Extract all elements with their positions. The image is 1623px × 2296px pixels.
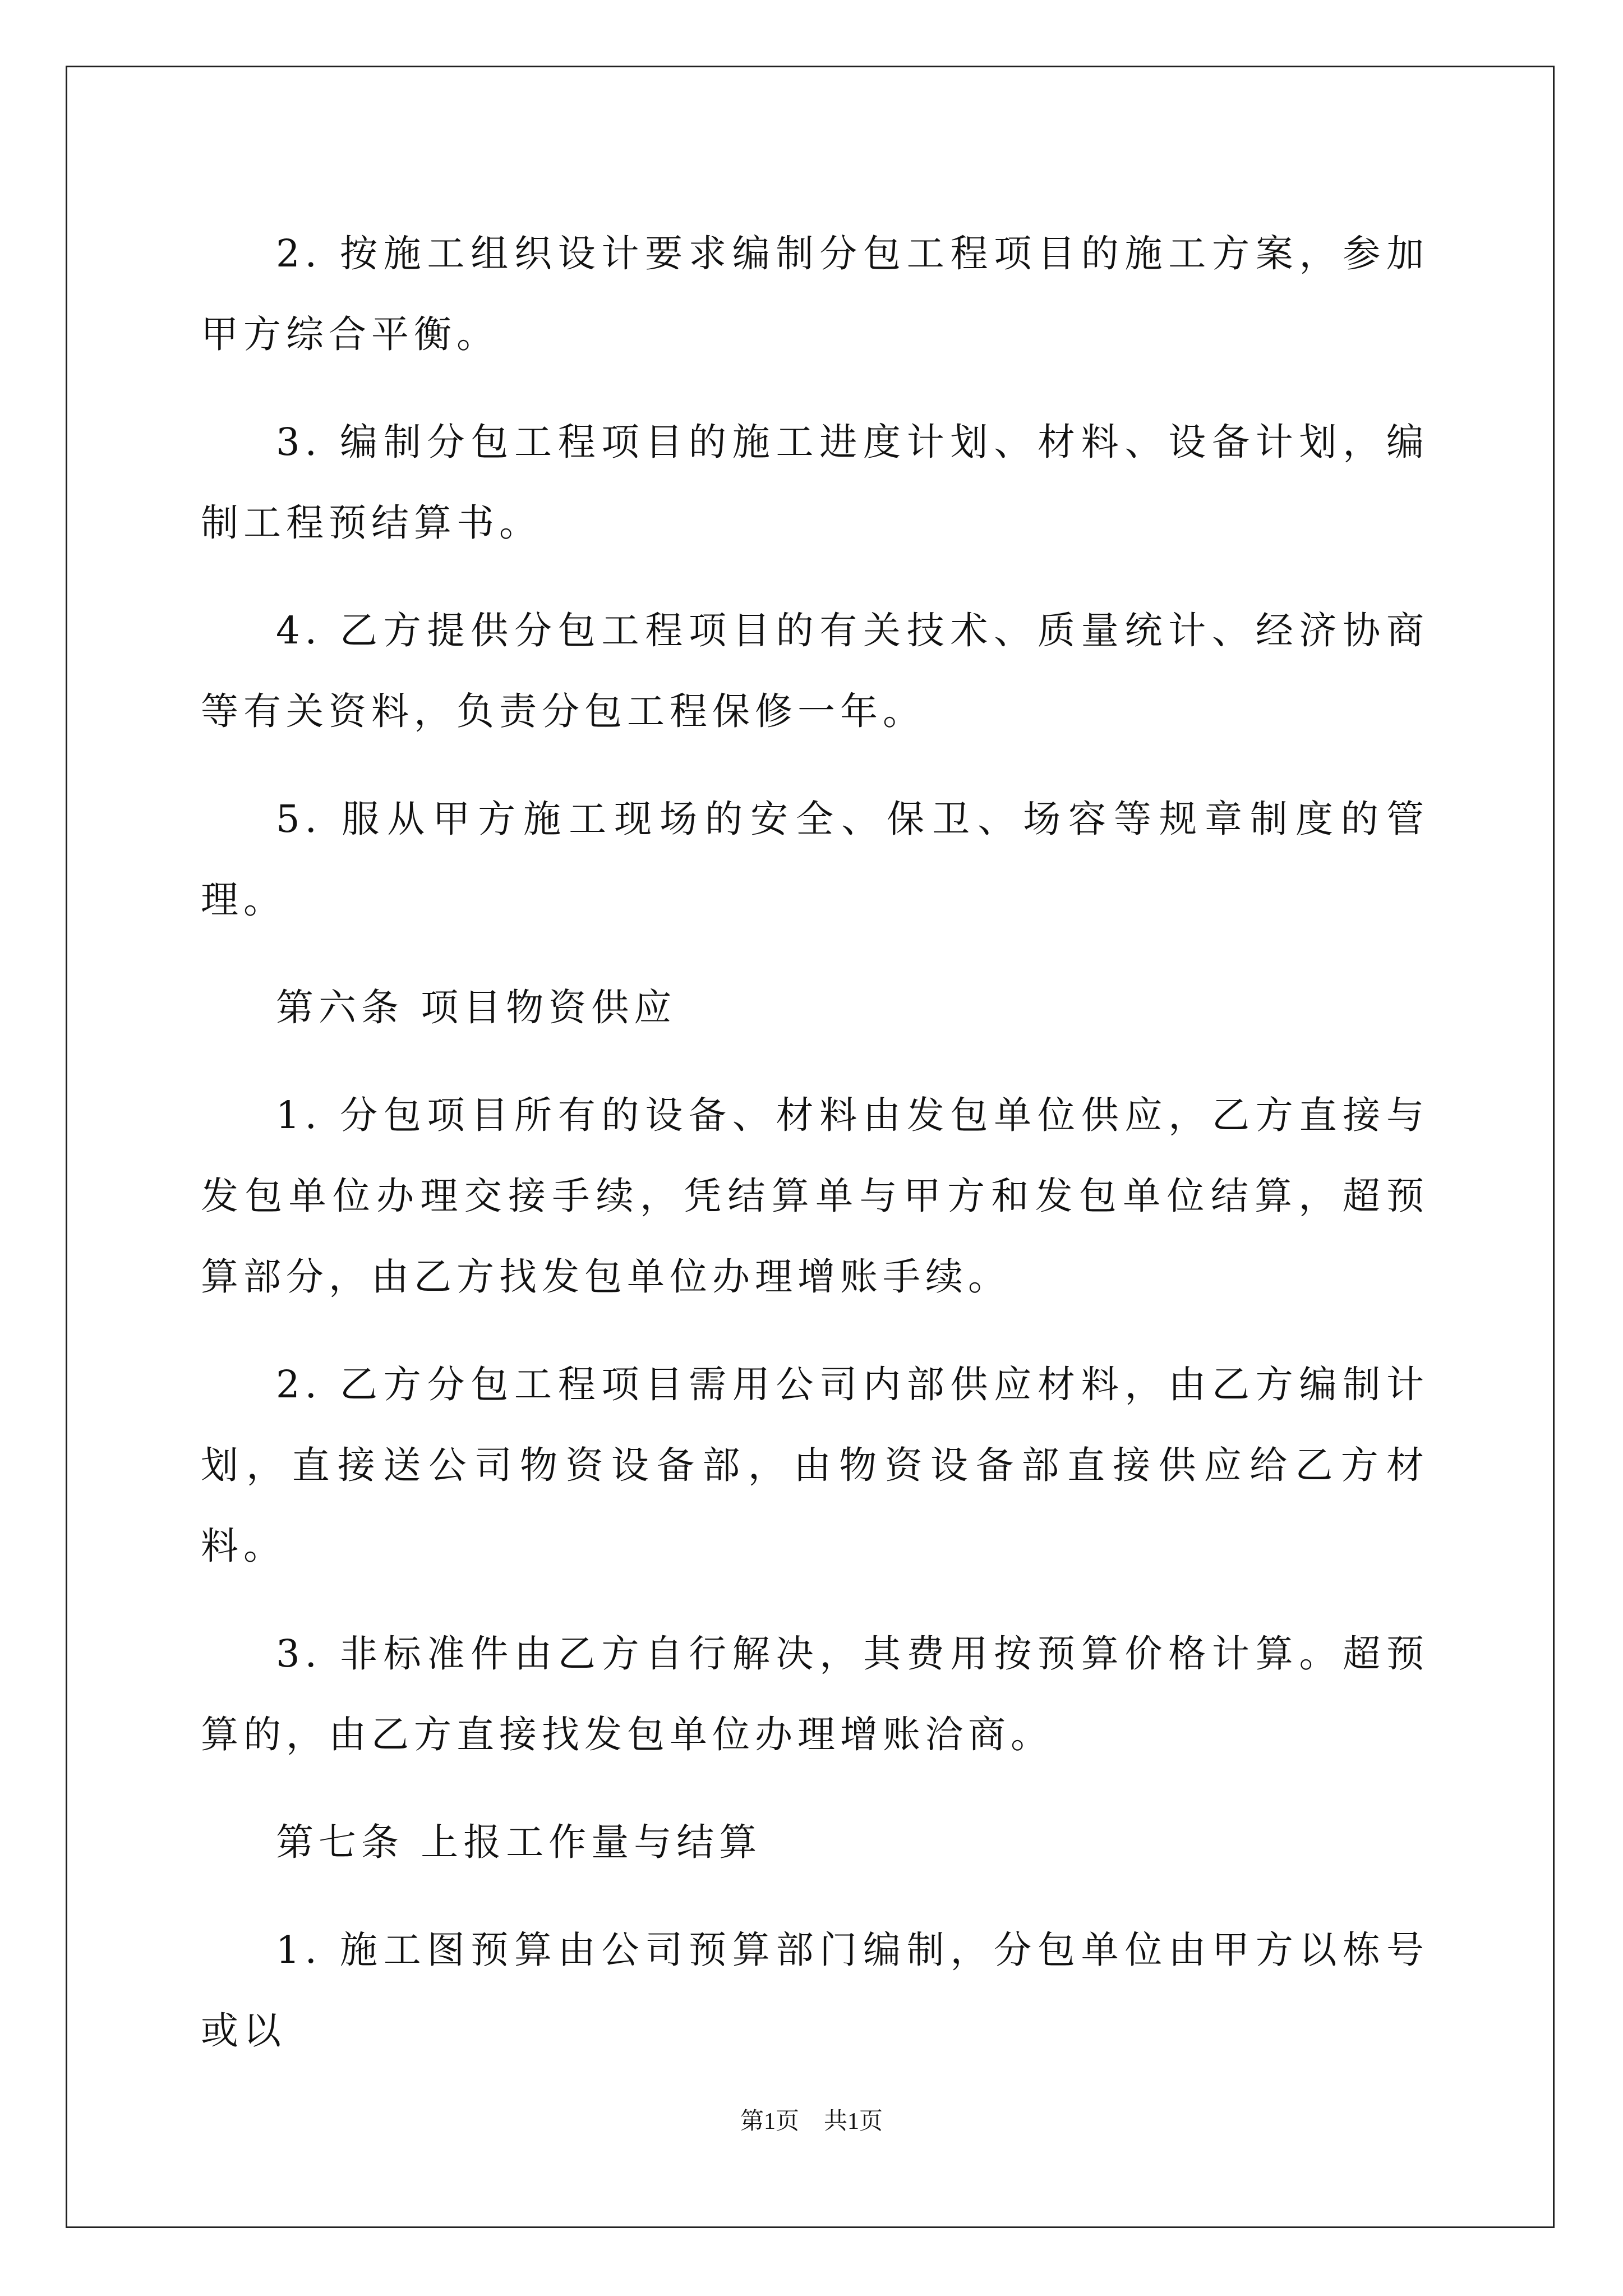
document-body [201,213,1429,2098]
paragraph-supply-3: 3. 非标准件由乙方自行解决，其费用按预算价格计算。超预算的，由乙方直接找发包单位办理增账洽商。 [201,1632,1429,1756]
section-heading-article-6: 第六条 项目物资供应 [276,986,677,1029]
paragraph-settlement-1: 1. 施工图预算由公司预算部门编制，分包单位由甲方以栋号或以 [201,1928,1429,2053]
page-footer [0,2102,1623,2136]
page-number: 第1页 [740,2109,799,2134]
paragraph-clause-2: 2. 按施工组织设计要求编制分包工程项目的施工方案，参加甲方综合平衡。 [201,232,1429,356]
section-heading-article-7: 第七条 上报工作量与结算 [276,1820,762,1864]
paragraph-clause-4: 4. 乙方提供分包工程项目的有关技术、质量统计、经济协商等有关资料，负责分包工程保修一年。 [201,609,1429,733]
paragraph-supply-1: 1. 分包项目所有的设备、材料由发包单位供应，乙方直接与发包单位办理交接手续，凭结算单与甲方和发包单位结算，超预算部分，由乙方找发包单位办理增账手续。 [201,1093,1429,1299]
paragraph-clause-5: 5. 服从甲方施工现场的安全、保卫、场容等规章制度的管理。 [201,797,1429,922]
paragraph-supply-2: 2. 乙方分包工程项目需用公司内部供应材料，由乙方编制计划，直接送公司物资设备部，由物资设备部直接供应给乙方材料。 [201,1363,1429,1568]
paragraph-clause-3: 3. 编制分包工程项目的施工进度计划、材料、设备计划，编制工程预结算书。 [201,420,1429,545]
page-total: 共1页 [824,2109,883,2134]
